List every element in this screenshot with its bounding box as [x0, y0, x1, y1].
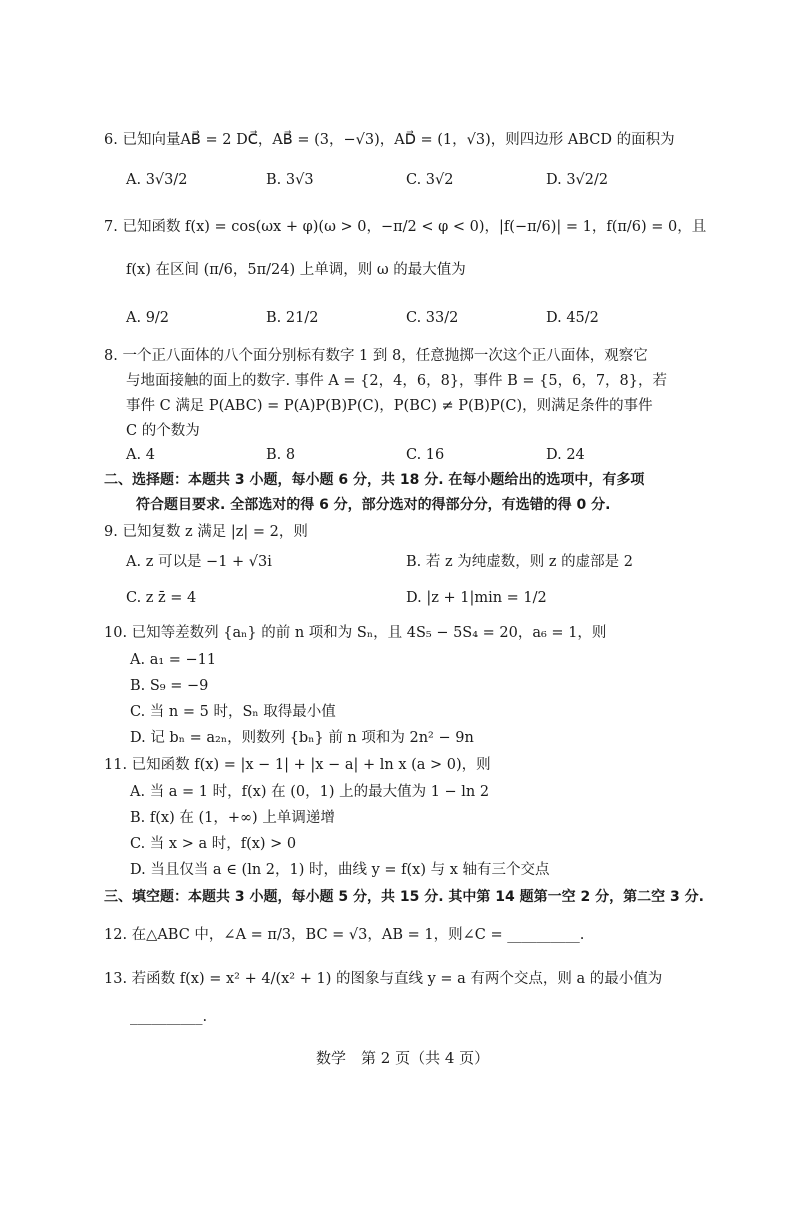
q12: 12. 在△ABC 中，∠A = π/3，BC = √3，AB = 1，则∠C = __________. — [104, 927, 585, 943]
q10-option-d: D. 记 bₙ = a₂ₙ，则数列 {bₙ} 前 n 项和为 2n² − 9n — [130, 730, 474, 746]
q9-stem: 9. 已知复数 z 满足 |z| = 2，则 — [104, 524, 308, 540]
q7-option-c: C. 33/2 — [406, 310, 459, 326]
section-2-header-line-2: 符合题目要求. 全部选对的得 6 分，部分选对的得部分分，有选错的得 0 分. — [136, 497, 611, 513]
q8-line-1: 8. 一个正八面体的八个面分别标有数字 1 到 8，任意抛掷一次这个正八面体，观察它 — [104, 348, 648, 364]
q9-option-c: C. z z̄ = 4 — [126, 590, 197, 606]
q8-option-b: B. 8 — [266, 447, 296, 463]
q8-option-c: C. 16 — [406, 447, 445, 463]
q11-option-b: B. f(x) 在 (1，+∞) 上单调递增 — [130, 810, 335, 826]
q6-option-b: B. 3√3 — [266, 172, 314, 188]
q10-option-a: A. a₁ = −11 — [130, 652, 217, 668]
q6-stem: 6. 已知向量AB⃗ = 2 DC⃗，AB⃗ = (3，−√3)，AD⃗ = (1，√3)，则四边形 ABCD 的面积为 — [104, 132, 675, 148]
q11-stem: 11. 已知函数 f(x) = |x − 1| + |x − a| + ln x (a > 0)，则 — [104, 757, 491, 773]
q6-option-a: A. 3√3/2 — [126, 172, 188, 188]
q13-line-1: 13. 若函数 f(x) = x² + 4/(x² + 1) 的图象与直线 y = a 有两个交点，则 a 的最小值为 — [104, 971, 663, 987]
q8-line-4: C 的个数为 — [126, 423, 200, 439]
page-footer: 数学 第 2 页（共 4 页） — [316, 1049, 490, 1067]
q9-option-a: A. z 可以是 −1 + √3i — [126, 554, 272, 570]
q6-option-d: D. 3√2/2 — [546, 172, 609, 188]
q8-line-3: 事件 C 满足 P(ABC) = P(A)P(B)P(C)，P(BC) ≠ P(B)P(C)，则满足条件的事件 — [126, 398, 653, 414]
q10-stem: 10. 已知等差数列 {aₙ} 的前 n 项和为 Sₙ，且 4S₅ − 5S₄ = 20，a₆ = 1，则 — [104, 625, 607, 641]
section-3-header: 三、填空题：本题共 3 小题，每小题 5 分，共 15 分. 其中第 14 题第一空 2 分，第二空 3 分. — [104, 889, 704, 905]
q10-option-b: B. S₉ = −9 — [130, 678, 209, 694]
q11-option-c: C. 当 x > a 时，f(x) > 0 — [130, 836, 297, 852]
q9-option-d: D. |z + 1|min = 1/2 — [406, 590, 547, 606]
q7-line-2: f(x) 在区间 (π/6，5π/24) 上单调，则 ω 的最大值为 — [126, 262, 466, 278]
q11-option-a: A. 当 a = 1 时，f(x) 在 (0，1) 上的最大值为 1 − ln 2 — [130, 784, 490, 800]
q8-option-a: A. 4 — [126, 447, 155, 463]
q8-option-d: D. 24 — [546, 447, 585, 463]
q7-line-1: 7. 已知函数 f(x) = cos(ωx + φ)(ω > 0，−π/2 < φ < 0)，|f(−π/6)| = 1，f(π/6) = 0，且 — [104, 219, 707, 235]
q7-option-b: B. 21/2 — [266, 310, 319, 326]
q11-option-d: D. 当且仅当 a ∈ (ln 2，1) 时，曲线 y = f(x) 与 x 轴有三个交点 — [130, 862, 550, 878]
q9-option-b: B. 若 z 为纯虚数，则 z 的虚部是 2 — [406, 554, 633, 570]
section-2-header-line-1: 二、选择题：本题共 3 小题，每小题 6 分，共 18 分. 在每小题给出的选项中，有多项 — [104, 472, 645, 488]
q7-option-d: D. 45/2 — [546, 310, 599, 326]
q13-line-2: __________. — [130, 1009, 208, 1025]
q6-option-c: C. 3√2 — [406, 172, 454, 188]
q7-option-a: A. 9/2 — [126, 310, 170, 326]
q8-line-2: 与地面接触的面上的数字. 事件 A = {2，4，6，8}，事件 B = {5，6，7，8}，若 — [126, 373, 668, 389]
q10-option-c: C. 当 n = 5 时，Sₙ 取得最小值 — [130, 704, 336, 720]
